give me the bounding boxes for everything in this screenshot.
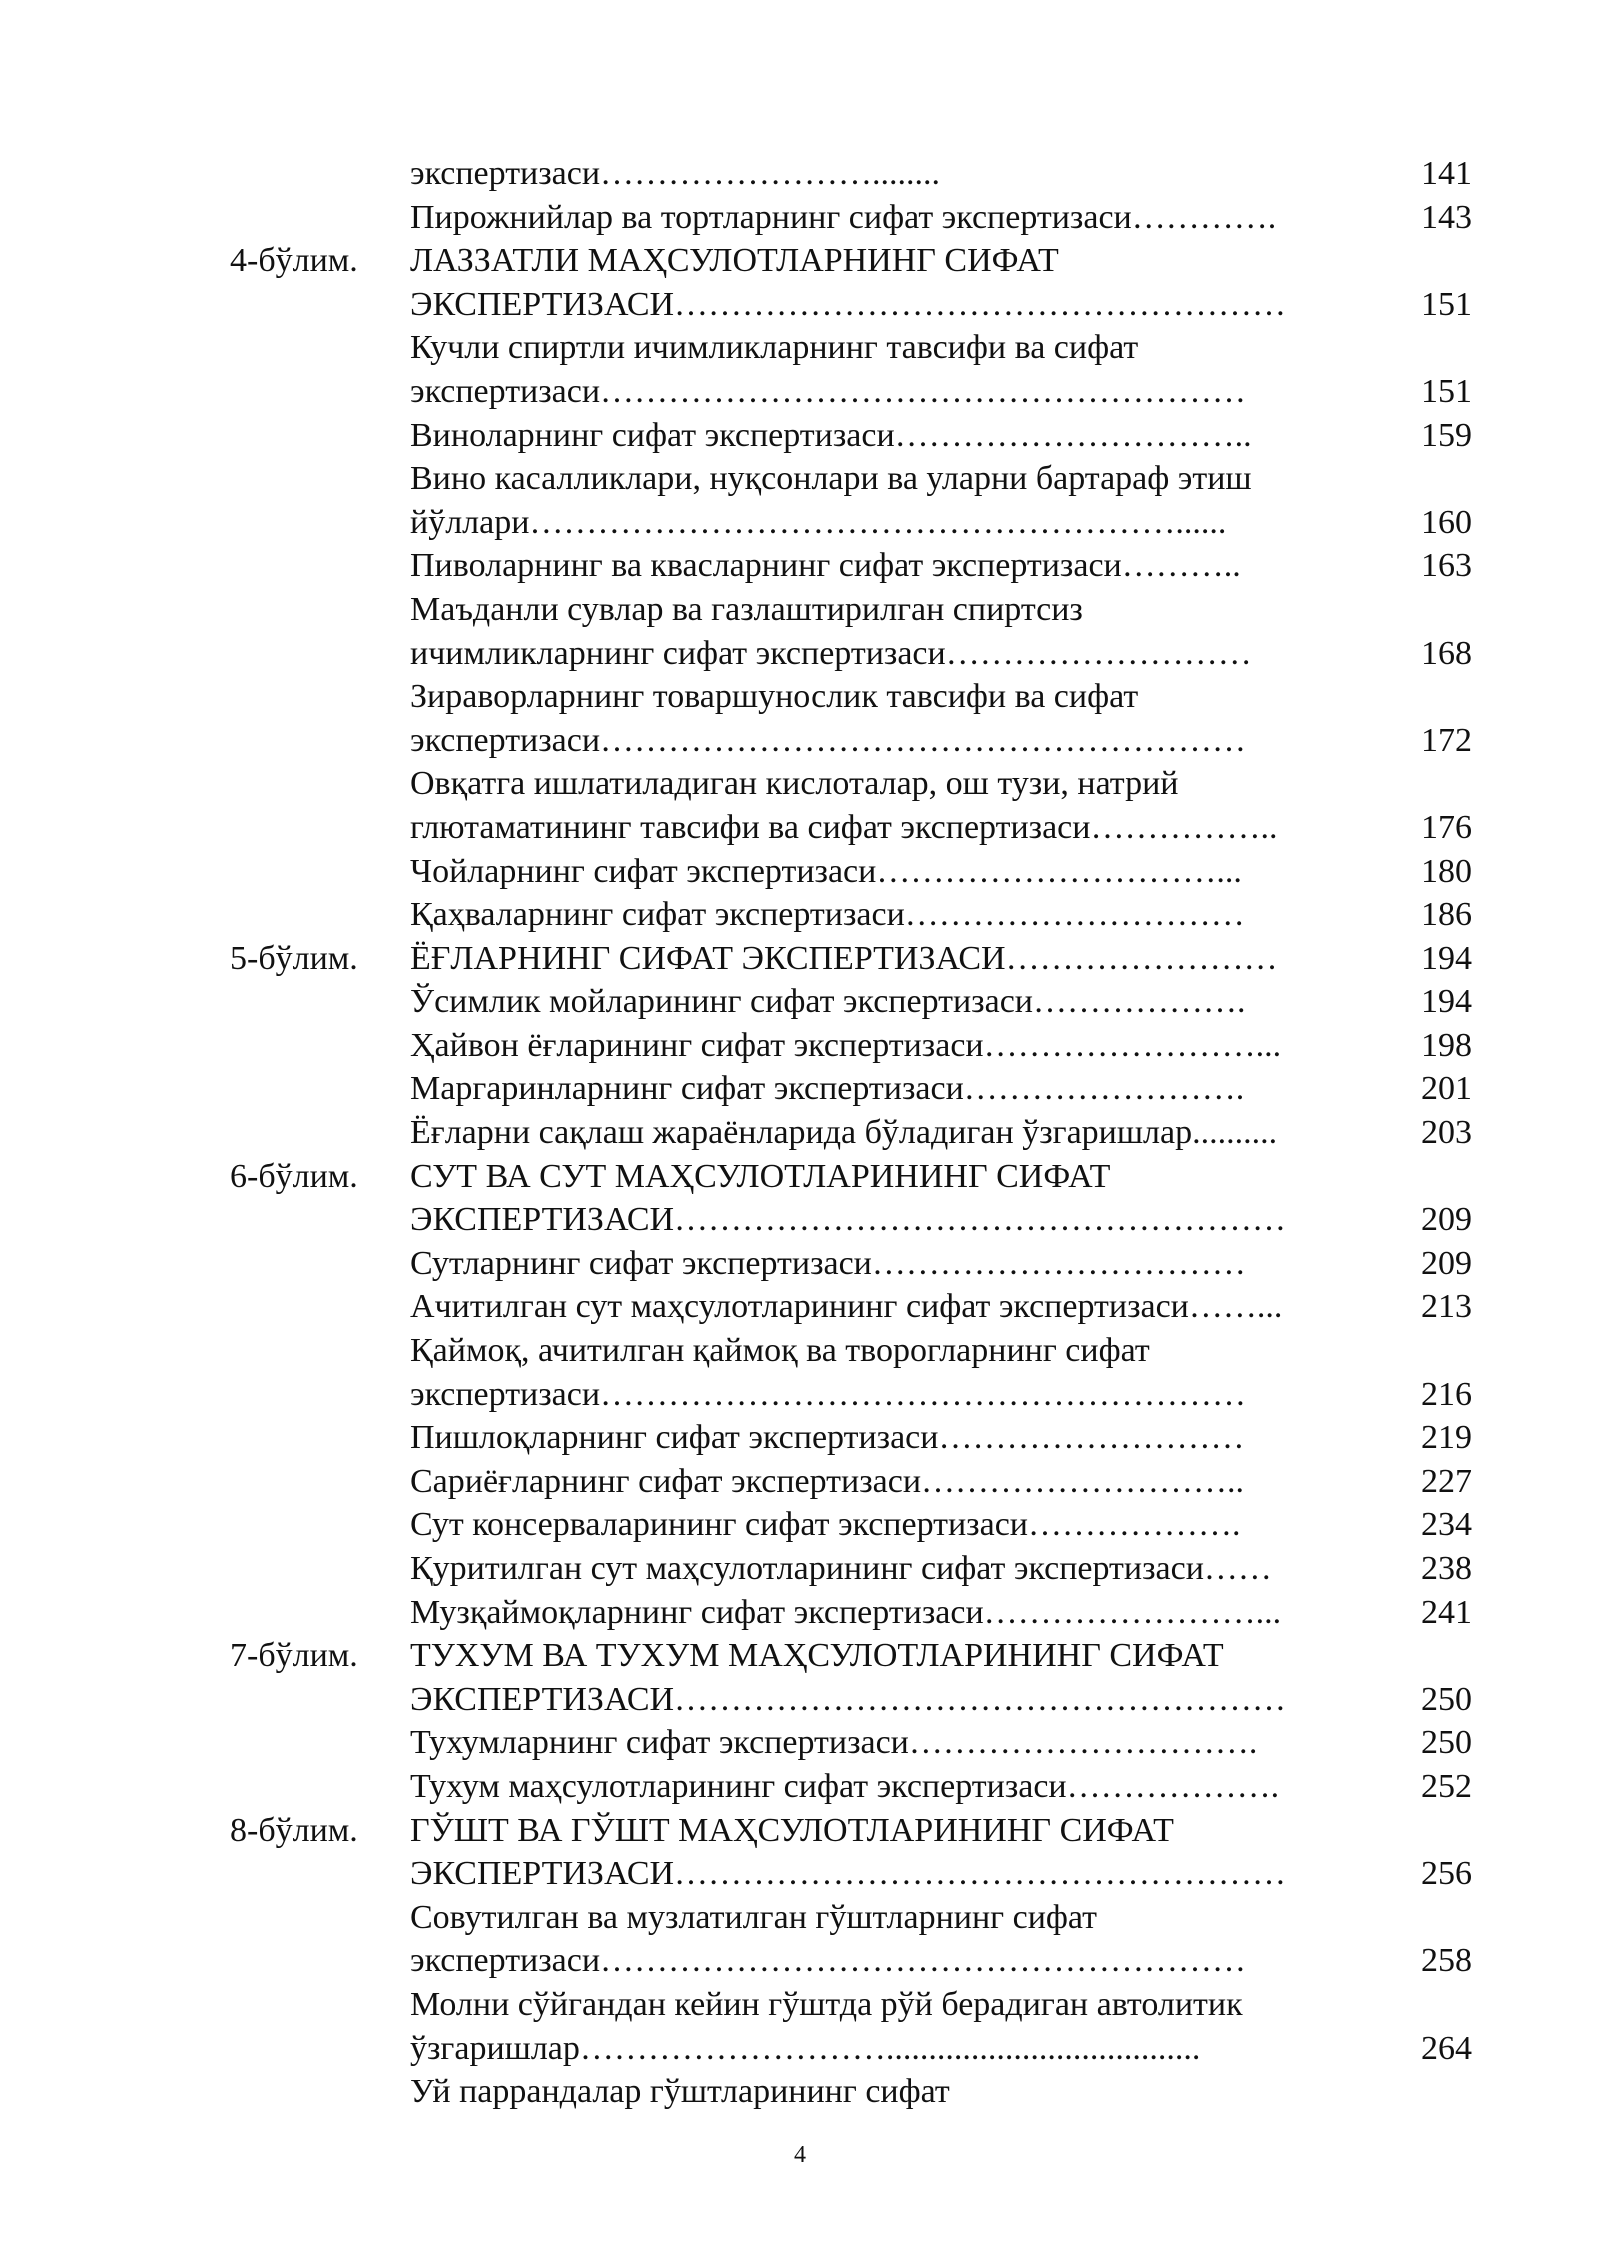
toc-line <box>0 1765 1600 1809</box>
table-of-contents <box>0 152 1600 2114</box>
toc-line <box>0 1896 1600 1940</box>
toc-line <box>0 1634 1600 1678</box>
toc-line <box>0 719 1600 763</box>
entry-page: 198 <box>1421 1026 1472 1064</box>
entry-title: Музқаймоқларнинг сифат экспертизаси……………………... <box>410 1593 1282 1631</box>
toc-line <box>0 1111 1600 1155</box>
toc-line <box>0 1416 1600 1460</box>
toc-line <box>0 1547 1600 1591</box>
entry-title: экспертизаси………………………………………………… <box>410 721 1247 759</box>
entry-page: 209 <box>1421 1244 1472 1282</box>
entry-title: Кучли спиртли ичимликларнинг тавсифи ва сифат <box>410 329 1139 367</box>
entry-page: 227 <box>1421 1462 1472 1500</box>
toc-line <box>0 632 1600 676</box>
entry-page: 194 <box>1421 983 1472 1021</box>
entry-page: 163 <box>1421 547 1472 585</box>
section-label: 5-бўлим. <box>230 939 358 977</box>
toc-line <box>0 2027 1600 2071</box>
entry-title: ЁҒЛАРНИНГ СИФАТ ЭКСПЕРТИЗАСИ…………………… <box>410 939 1278 977</box>
entry-page: 180 <box>1421 852 1472 890</box>
toc-line <box>0 1067 1600 1111</box>
entry-title: Тухум маҳсулотларининг сифат экспертизаси………………. <box>410 1767 1280 1805</box>
entry-title: ичимликларнинг сифат экспертизаси……………………… <box>410 634 1252 672</box>
entry-title: Ачитилган сут маҳсулотларининг сифат экспертизаси……... <box>410 1288 1283 1326</box>
toc-line <box>0 1852 1600 1896</box>
entry-title: ЭКСПЕРТИЗАСИ……………………………………………… <box>410 1855 1287 1893</box>
entry-page: 151 <box>1421 372 1472 410</box>
entry-title: Қаҳваларнинг сифат экспертизаси………………………… <box>410 896 1245 934</box>
entry-page: 172 <box>1421 721 1472 759</box>
entry-page: 201 <box>1421 1070 1472 1108</box>
entry-page: 264 <box>1421 2029 1472 2067</box>
toc-line <box>0 1329 1600 1373</box>
entry-title: Ёғларни сақлаш жараёнларида бўладиган ўзгаришлар.......... <box>410 1114 1278 1152</box>
entry-title: Тухумларнинг сифат экспертизаси…………………………. <box>410 1724 1258 1762</box>
entry-title: ГЎШТ ВА ГЎШТ МАҲСУЛОТЛАРИНИНГ СИФАТ <box>410 1811 1174 1849</box>
toc-line <box>0 1939 1600 1983</box>
entry-page: 141 <box>1421 155 1472 192</box>
toc-line <box>0 370 1600 414</box>
entry-title: Зираворларнинг товаршунослик тавсифи ва сифат <box>410 678 1139 716</box>
entry-page: 256 <box>1421 1855 1472 1893</box>
entry-title: Сариёғларнинг сифат экспертизаси……………………….. <box>410 1462 1245 1500</box>
toc-line <box>0 1242 1600 1286</box>
toc-line <box>0 893 1600 937</box>
entry-title: Ўсимлик мойларининг сифат экспертизаси………………. <box>410 983 1246 1021</box>
toc-line <box>0 850 1600 894</box>
toc-line <box>0 675 1600 719</box>
entry-title: Қаймоқ, ачитилган қаймоқ ва творогларнинг сифат <box>410 1332 1150 1370</box>
entry-page: 252 <box>1421 1767 1472 1805</box>
entry-title: Молни сўйгандан кейин гўштда рўй берадиган автолитик <box>410 1985 1243 2023</box>
entry-page: 151 <box>1421 285 1472 323</box>
entry-title: Пиволарнинг ва квасларнинг сифат экспертизаси……….. <box>410 547 1241 585</box>
entry-title: СУТ ВА СУТ МАҲСУЛОТЛАРИНИНГ СИФАТ <box>410 1157 1111 1195</box>
toc-line <box>0 544 1600 588</box>
entry-title: экспертизаси………………………………………………… <box>410 1942 1247 1980</box>
toc-line <box>0 501 1600 545</box>
entry-page: 241 <box>1421 1593 1472 1631</box>
entry-title: Пишлоқларнинг сифат экспертизаси……………………… <box>410 1419 1245 1457</box>
toc-line <box>0 196 1600 240</box>
entry-title: Совутилган ва музлатилган гўштларнинг сифат <box>410 1898 1098 1936</box>
entry-title: экспертизаси………………………………………………… <box>410 372 1247 410</box>
section-label: 6-бўлим. <box>230 1157 358 1195</box>
toc-line <box>0 1983 1600 2027</box>
toc-line <box>0 1460 1600 1504</box>
entry-page: 234 <box>1421 1506 1472 1544</box>
toc-line <box>0 1809 1600 1853</box>
toc-line <box>0 1678 1600 1722</box>
entry-title: ЭКСПЕРТИЗАСИ……………………………………………… <box>410 1201 1287 1239</box>
entry-page: 250 <box>1421 1680 1472 1718</box>
toc-line <box>0 1591 1600 1635</box>
entry-title: Сут консерваларининг сифат экспертизаси………………. <box>410 1506 1241 1544</box>
toc-line <box>0 414 1600 458</box>
entry-title: глютаматининг тавсифи ва сифат экспертизаси…………….. <box>410 808 1278 846</box>
entry-page: 238 <box>1421 1550 1472 1587</box>
section-label: 8-бўлим. <box>230 1811 358 1849</box>
toc-line <box>0 457 1600 501</box>
entry-page: 159 <box>1421 416 1472 454</box>
entry-title: Виноларнинг сифат экспертизаси………………………….. <box>410 416 1252 454</box>
entry-title: Чойларнинг сифат экспертизаси…………………………... <box>410 852 1242 890</box>
entry-title: Пирожнийлар ва тортларнинг сифат экспертизаси…………. <box>410 198 1277 236</box>
entry-page: 143 <box>1421 198 1472 236</box>
toc-line <box>0 1024 1600 1068</box>
toc-line <box>0 980 1600 1024</box>
entry-title: Овқатга ишлатиладиган кислоталар, ош тузи, натрий <box>410 765 1179 803</box>
toc-line <box>0 588 1600 632</box>
entry-title: Сутларнинг сифат экспертизаси…………………………… <box>410 1244 1246 1282</box>
entry-title: ТУХУМ ВА ТУХУМ МАҲСУЛОТЛАРИНИНГ СИФАТ <box>410 1637 1224 1675</box>
entry-title: йўллари…………………………………………………...... <box>410 503 1227 541</box>
entry-title: Вино касалликлари, нуқсонлари ва уларни бартараф этиш <box>410 460 1252 498</box>
entry-title: ўзгаришлар………………………..................................... <box>410 2029 1201 2067</box>
entry-title: Маъданли сувлар ва газлаштирилган спиртсиз <box>410 590 1083 628</box>
toc-line <box>0 1285 1600 1329</box>
toc-line <box>0 806 1600 850</box>
entry-page: 213 <box>1421 1288 1472 1326</box>
entry-page: 258 <box>1421 1942 1472 1980</box>
section-label: 7-бўлим. <box>230 1637 358 1675</box>
entry-page: 168 <box>1421 634 1472 672</box>
entry-title: Ҳайвон ёғларининг сифат экспертизаси……………………... <box>410 1026 1282 1064</box>
entry-page: 203 <box>1421 1114 1472 1152</box>
toc-line <box>0 1198 1600 1242</box>
entry-page: 176 <box>1421 808 1472 846</box>
entry-title: Уй паррандалар гўштларининг сифат <box>410 2073 950 2111</box>
toc-line <box>0 762 1600 806</box>
entry-page: 194 <box>1421 939 1472 977</box>
toc-line <box>0 1373 1600 1417</box>
entry-page: 160 <box>1421 503 1472 541</box>
page-number: 4 <box>794 2142 806 2168</box>
entry-title: ЛАЗЗАТЛИ МАҲСУЛОТЛАРНИНГ СИФАТ <box>410 242 1059 280</box>
entry-page: 219 <box>1421 1419 1472 1457</box>
toc-line <box>0 239 1600 283</box>
section-label: 4-бўлим. <box>230 242 358 280</box>
entry-page: 250 <box>1421 1724 1472 1762</box>
entry-title: экспертизаси……………………........ <box>410 155 941 192</box>
entry-title: Қуритилган сут маҳсулотларининг сифат экспертизаси…… <box>410 1550 1272 1587</box>
toc-line <box>0 937 1600 981</box>
entry-page: 216 <box>1421 1375 1472 1413</box>
entry-page: 209 <box>1421 1201 1472 1239</box>
toc-line <box>0 152 1600 196</box>
toc-line <box>0 2070 1600 2114</box>
toc-line <box>0 1721 1600 1765</box>
entry-title: Маргаринларнинг сифат экспертизаси……………………. <box>410 1070 1245 1108</box>
toc-line <box>0 283 1600 327</box>
toc-line <box>0 1155 1600 1199</box>
toc-line <box>0 326 1600 370</box>
entry-title: экспертизаси………………………………………………… <box>410 1375 1247 1413</box>
toc-line <box>0 1503 1600 1547</box>
entry-page: 186 <box>1421 896 1472 934</box>
entry-title: ЭКСПЕРТИЗАСИ……………………………………………… <box>410 285 1287 323</box>
entry-title: ЭКСПЕРТИЗАСИ……………………………………………… <box>410 1680 1287 1718</box>
